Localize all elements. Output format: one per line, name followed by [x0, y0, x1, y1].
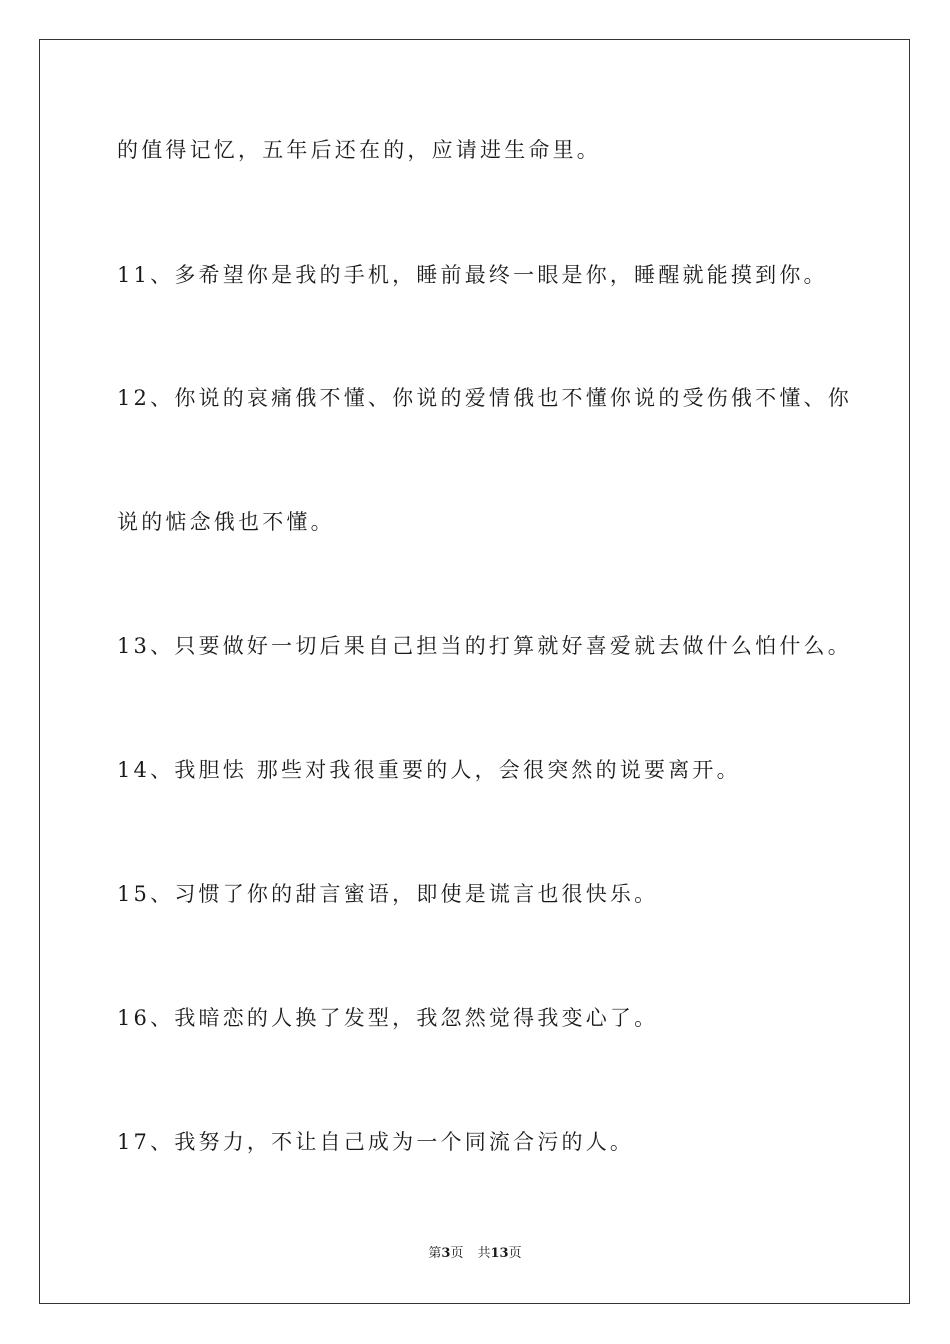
text-line: 12、你说的哀痛俄不懂、你说的爱情俄也不懂你说的受伤俄不懂、你: [117, 386, 852, 410]
text-line: 16、我暗恋的人换了发型，我忽然觉得我变心了。: [117, 1006, 659, 1030]
page-prefix: 第: [428, 1246, 442, 1261]
total-prefix: 共: [477, 1246, 491, 1261]
page-border: [39, 39, 910, 1304]
text-line: 17、我努力，不让自己成为一个同流合污的人。: [117, 1130, 635, 1154]
text-line: 13、只要做好一切后果自己担当的打算就好喜爱就去做什么怕什么。: [117, 634, 852, 658]
page-number: 3: [441, 1246, 451, 1261]
page-footer: [0, 1245, 950, 1263]
text-line: 14、我胆怯 那些对我很重要的人，会很突然的说要离开。: [117, 758, 741, 782]
page-total: 13: [490, 1246, 509, 1261]
text-line: 的值得记忆，五年后还在的，应请进生命里。: [117, 138, 601, 162]
text-line: 11、多希望你是我的手机，睡前最终一眼是你，睡醒就能摸到你。: [117, 263, 828, 287]
text-line: 说的惦念俄也不懂。: [117, 510, 335, 534]
total-suffix: 页: [508, 1246, 522, 1261]
text-line: 15、习惯了你的甜言蜜语，即使是谎言也很快乐。: [117, 882, 659, 906]
page-suffix: 页: [450, 1246, 464, 1261]
